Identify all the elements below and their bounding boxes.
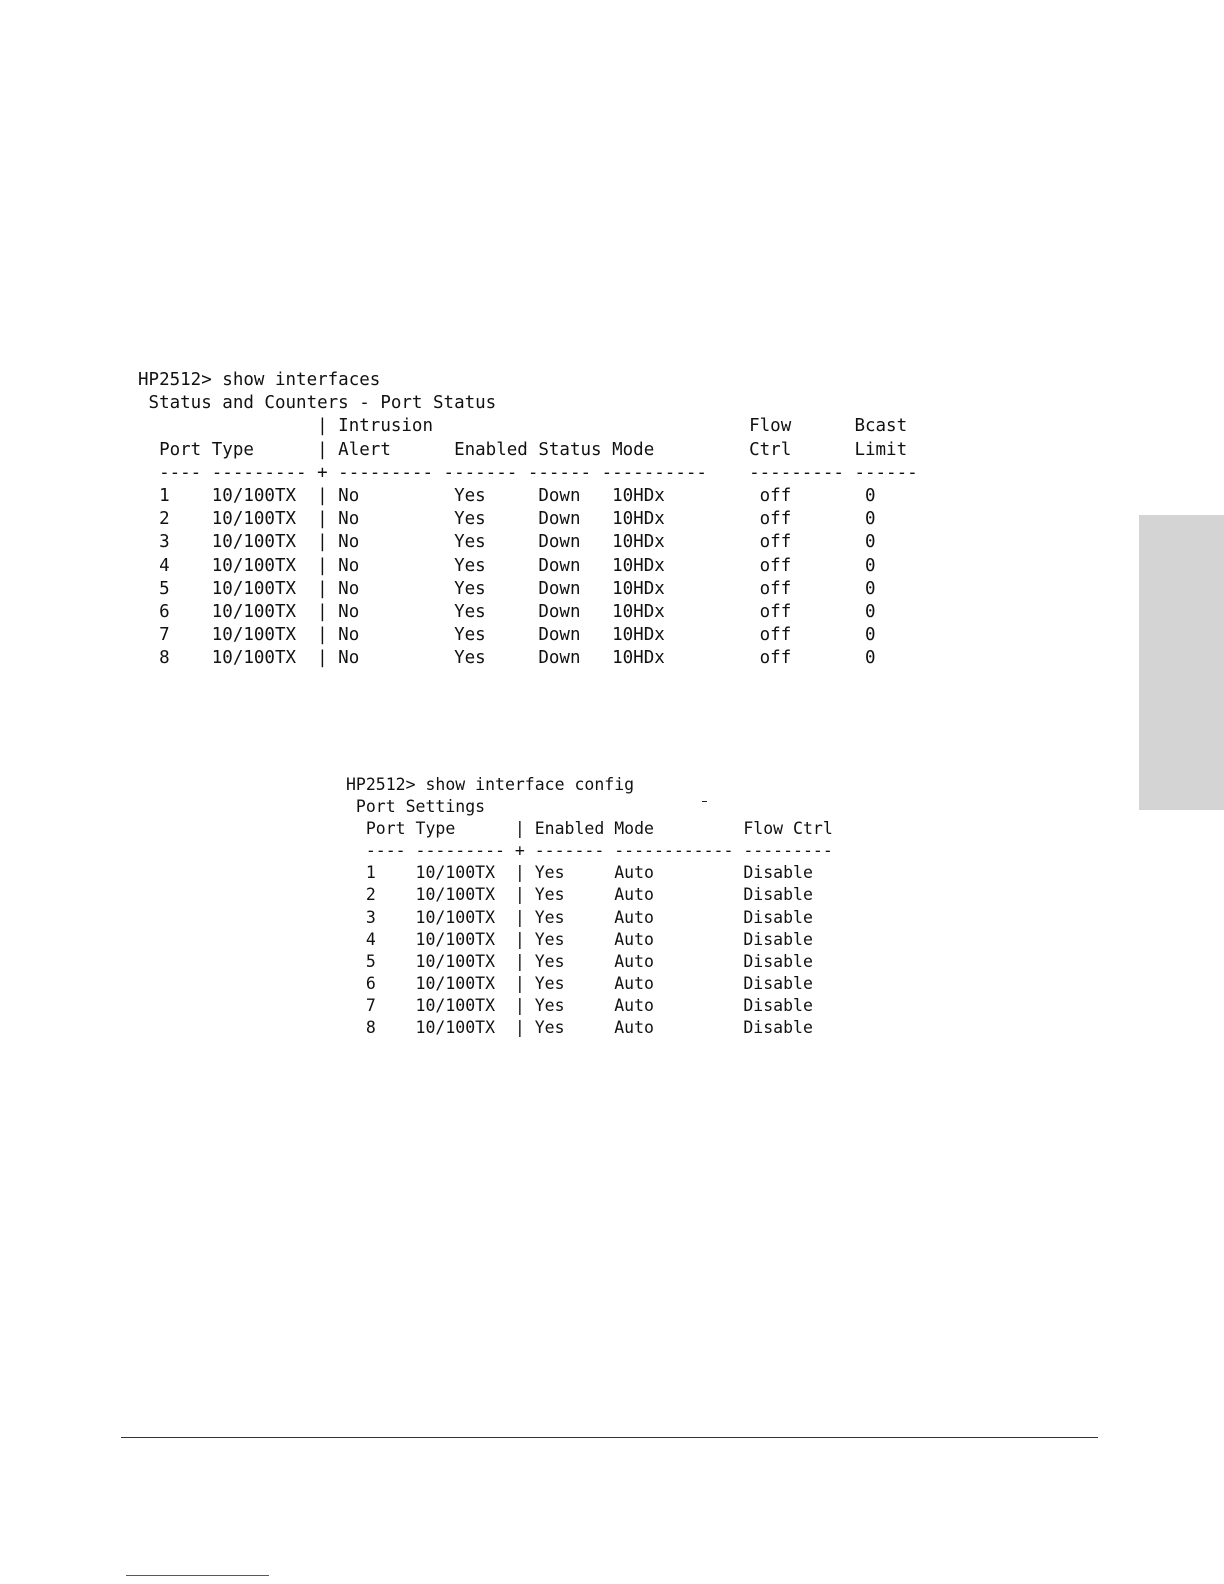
status-header-row-1: | Intrusion Flow Bcast (138, 416, 908, 437)
command-prompt-show-interfaces: HP2512> show interfaces (138, 370, 381, 390)
table-row: 7 10/100TX | Yes Auto Disable (346, 995, 813, 1015)
status-separator: ---- --------- + --------- ------- ------ ---------- --------- ------ (138, 462, 918, 483)
table-row: 1 10/100TX | Yes Auto Disable (346, 863, 813, 883)
footer-link-underline (126, 1575, 269, 1576)
status-header-row-2: Port Type | Alert Enabled Status Mode Ctrl Limit (138, 439, 908, 460)
table-row: 5 10/100TX | No Yes Down 10HDx off 0 (138, 578, 876, 599)
terminal-port-status (138, 369, 918, 670)
command-prompt-show-interface-config: HP2512> show interface config (346, 775, 635, 794)
footer-divider (121, 1437, 1098, 1438)
table-row: 7 10/100TX | No Yes Down 10HDx off 0 (138, 625, 876, 646)
table-row: 2 10/100TX | Yes Auto Disable (346, 885, 813, 905)
screen-title-port-status: Status and Counters - Port Status (138, 393, 497, 414)
table-row: 8 10/100TX | No Yes Down 10HDx off 0 (138, 648, 876, 669)
table-row: 3 10/100TX | No Yes Down 10HDx off 0 (138, 532, 876, 553)
table-row: 3 10/100TX | Yes Auto Disable (346, 907, 813, 927)
table-row: 4 10/100TX | Yes Auto Disable (346, 929, 813, 949)
config-separator: ---- --------- + ------- ------------ --------- (346, 841, 833, 861)
terminal-port-settings (346, 774, 833, 1039)
table-row: 6 10/100TX | No Yes Down 10HDx off 0 (138, 601, 876, 622)
table-row: 1 10/100TX | No Yes Down 10HDx off 0 (138, 485, 876, 506)
screen-title-port-settings: Port Settings (346, 797, 486, 817)
table-row: 6 10/100TX | Yes Auto Disable (346, 973, 813, 993)
chapter-side-tab (1139, 515, 1224, 810)
table-row: 8 10/100TX | Yes Auto Disable (346, 1018, 813, 1038)
table-row: 5 10/100TX | Yes Auto Disable (346, 951, 813, 971)
table-row: 2 10/100TX | No Yes Down 10HDx off 0 (138, 509, 876, 530)
stray-underscore-mark (702, 801, 707, 802)
table-row: 4 10/100TX | No Yes Down 10HDx off 0 (138, 555, 876, 576)
config-header-row: Port Type | Enabled Mode Flow Ctrl (346, 819, 833, 839)
